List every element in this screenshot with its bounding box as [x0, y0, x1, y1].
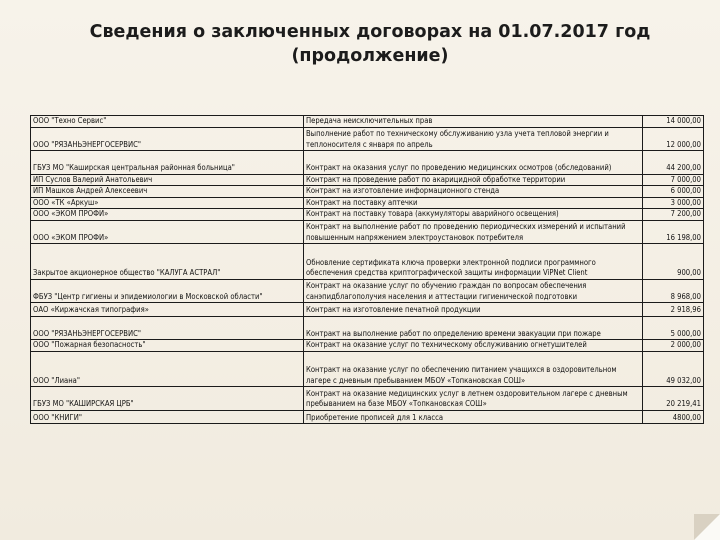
- amount-cell: 14 000,00: [643, 116, 704, 128]
- amount-cell: 5 000,00: [643, 316, 704, 340]
- org-cell: ООО "РЯЗАНЬЭНЕРГОСЕРВИС": [31, 127, 304, 151]
- org-cell: ООО "Пожарная безопасность": [31, 340, 304, 352]
- table-row: [31, 174, 704, 186]
- subject-cell: Контракт на поставку аптечки: [304, 197, 643, 209]
- table-row: [31, 316, 704, 340]
- table-row: [31, 116, 704, 128]
- contracts-table: [30, 115, 704, 424]
- subject-cell: Контракт на изготовление информационного стенда: [304, 186, 643, 198]
- amount-cell: 12 000,00: [643, 127, 704, 151]
- org-cell: ОАО «Киржачская типография»: [31, 303, 304, 317]
- org-cell: ИП Машков Андрей Алексеевич: [31, 186, 304, 198]
- org-cell: ГБУЗ МО "Каширская центральная районная больница": [31, 151, 304, 175]
- table-row: [31, 303, 704, 317]
- subject-cell: Контракт на оказание услуг по обучению граждан по вопросам обеспечения санэпидблагополучия населения и аттестации гигиенической подготовки: [304, 279, 643, 303]
- amount-cell: 900,00: [643, 244, 704, 280]
- org-cell: ООО "КНИГИ": [31, 410, 304, 424]
- table-row: [31, 387, 704, 411]
- org-cell: ООО "Техно Сервис": [31, 116, 304, 128]
- org-cell: ИП Суслов Валерий Анатольевич: [31, 174, 304, 186]
- table-row: [31, 351, 704, 387]
- table-row: [31, 127, 704, 151]
- amount-cell: 49 032,00: [643, 351, 704, 387]
- amount-cell: 3 000,00: [643, 197, 704, 209]
- amount-cell: 7 000,00: [643, 174, 704, 186]
- subject-cell: Контракт на оказание медицинских услуг в летнем оздоровительном лагере с дневным пребыванием на базе МБОУ «Топкановская СОШ»: [304, 387, 643, 411]
- subject-cell: Выполнение работ по техническому обслуживанию узла учета тепловой энергии и теплоносителя с января по апрель: [304, 127, 643, 151]
- slide-title: [40, 20, 700, 68]
- subject-cell: Контракт на проведение работ по акарицидной обработке территории: [304, 174, 643, 186]
- title-line-1: Сведения о заключенных договорах на 01.07.2017 год: [89, 22, 651, 42]
- table-row: [31, 209, 704, 221]
- table-row: [31, 279, 704, 303]
- table-row: [31, 220, 704, 244]
- org-cell: ГБУЗ МО "КАШИРСКАЯ ЦРБ": [31, 387, 304, 411]
- table-row: [31, 244, 704, 280]
- table-row: [31, 197, 704, 209]
- org-cell: ООО «ЭКОМ ПРОФИ»: [31, 220, 304, 244]
- amount-cell: 6 000,00: [643, 186, 704, 198]
- subject-cell: Контракт на изготовление печатной продукции: [304, 303, 643, 317]
- amount-cell: 2 918,96: [643, 303, 704, 317]
- org-cell: ФБУЗ "Центр гигиены и эпидемиологии в Московской области": [31, 279, 304, 303]
- amount-cell: 20 219,41: [643, 387, 704, 411]
- subject-cell: Контракт на выполнение работ по определению времени эвакуации при пожаре: [304, 316, 643, 340]
- amount-cell: 7 200,00: [643, 209, 704, 221]
- subject-cell: Контракт на выполнение работ по проведению периодических измерений и испытаний повышенным напряжением электроустановок потребителя: [304, 220, 643, 244]
- subject-cell: Контракт на поставку товара (аккумуляторы аварийного освещения): [304, 209, 643, 221]
- org-cell: ООО "Лиана": [31, 351, 304, 387]
- subject-cell: Контракт на оказание услуг по техническому обслуживанию огнетушителей: [304, 340, 643, 352]
- subject-cell: Обновление сертификата ключа проверки электронной подписи программного обеспечения средства криптографической защиты информации ViPNet Client: [304, 244, 643, 280]
- org-cell: ООО "РЯЗАНЬЭНЕРГОСЕРВИС": [31, 316, 304, 340]
- table-row: [31, 410, 704, 424]
- page-curl-decoration: [694, 514, 720, 540]
- table-row: [31, 151, 704, 175]
- amount-cell: 8 968,00: [643, 279, 704, 303]
- amount-cell: 16 198,00: [643, 220, 704, 244]
- subject-cell: Контракт на оказание услуг по обеспечению питанием учащихся в оздоровительном лагере с дневным пребыванием МБОУ «Топкановская СОШ»: [304, 351, 643, 387]
- org-cell: Закрытое акционерное общество "КАЛУГА АСТРАЛ": [31, 244, 304, 280]
- amount-cell: 4800,00: [643, 410, 704, 424]
- org-cell: ООО «ЭКОМ ПРОФИ»: [31, 209, 304, 221]
- org-cell: ООО «ТК «Аркуш»: [31, 197, 304, 209]
- table-row: [31, 186, 704, 198]
- amount-cell: 2 000,00: [643, 340, 704, 352]
- table-row: [31, 340, 704, 352]
- subject-cell: Приобретение прописей для 1 класса: [304, 410, 643, 424]
- title-line-2: (продолжение): [291, 46, 449, 66]
- amount-cell: 44 200,00: [643, 151, 704, 175]
- subject-cell: Передача неисключительных прав: [304, 116, 643, 128]
- subject-cell: Контракт на оказания услуг по проведению медицинских осмотров (обследований): [304, 151, 643, 175]
